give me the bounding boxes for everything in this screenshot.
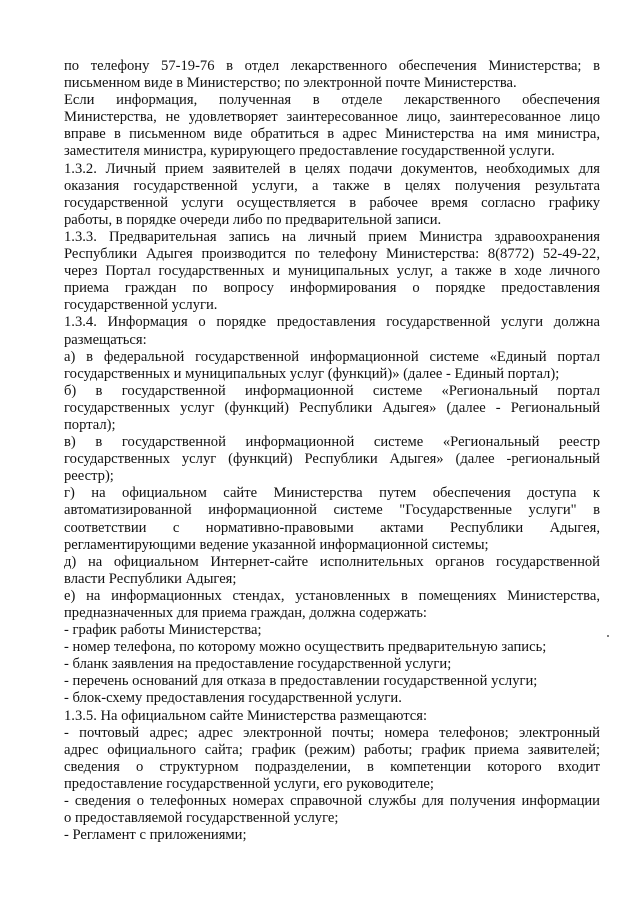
text-line: б) в государственной информационной системе «Региональный портал: [64, 382, 600, 399]
text-line: - блок-схему предоставления государственной услуги.: [64, 690, 402, 707]
text-line: сведения о структурном подразделении, в компетенции которого входит: [64, 758, 600, 775]
text-line: государственных и муниципальных услуг (функций)» (далее - Единый портал);: [64, 365, 560, 382]
text-line: предоставление государственной услуги, его руководителе;: [64, 775, 434, 792]
text-line: соответствии с нормативно-правовыми актами Республики Адыгея,: [64, 519, 600, 536]
text-line: Республики Адыгея производится по телефону Министерства: 8(8772) 52-49-22,: [64, 246, 600, 263]
text-line: реестр);: [64, 468, 114, 485]
text-line: портал);: [64, 416, 116, 433]
text-line: - бланк заявления на предоставление государственной услуги;: [64, 656, 452, 673]
text-line: г) на официальном сайте Министерства путем обеспечения доступа к: [64, 485, 600, 502]
text-line: размещаться:: [64, 331, 147, 348]
text-line: Если информация, полученная в отделе лекарственного обеспечения: [64, 92, 600, 109]
text-line: Министерства, не удовлетворяет заинтересованное лицо, заинтересованное лицо: [64, 109, 600, 126]
text-line: 1.3.2. Личный прием заявителей в целях подачи документов, необходимых для: [64, 160, 600, 177]
text-line: адрес официального сайта; график (режим) работы; график приема заявителей;: [64, 741, 600, 758]
text-line: предназначенных для приема граждан, должна содержать:: [64, 605, 427, 621]
text-line: заместителя министра, курирующего предоставление государственной услуги.: [64, 143, 555, 160]
text-line: в) в государственной информационной системе «Региональный реестр: [64, 434, 600, 451]
text-line: - номер телефона, по которому можно осуществить предварительную запись;: [64, 639, 547, 656]
text-line: 1.3.5. На официальном сайте Министерства размещаются:: [64, 707, 428, 724]
scan-speck: [607, 635, 609, 637]
text-line: - Регламент с приложениями;: [64, 827, 247, 844]
text-line: государственных услуг (функций) Республики Адыгея» (далее -региональный: [64, 451, 600, 468]
text-line: д) на официальном Интернет-сайте исполнительных органов государственной: [64, 553, 600, 570]
text-line: 1.3.3. Предварительная запись на личный прием Министра здравоохранения: [64, 228, 600, 245]
text-line: 1.3.4. Информация о порядке предоставления государственной услуги должна: [64, 314, 600, 331]
text-line: - график работы Министерства;: [64, 622, 262, 639]
text-line: государственных услуг (функций) Республики Адыгея» (далее - Региональный: [64, 399, 600, 416]
text-line: - перечень оснований для отказа в предоставлении государственной услуги;: [64, 673, 538, 690]
text-line: - почтовый адрес; адрес электронной почты; номера телефонов; электронный: [64, 724, 600, 741]
text-line: регламентирующими ведение указанной информационной системы;: [64, 536, 489, 553]
text-line: государственной услуги осуществляется в рабочее время согласно графику: [64, 194, 600, 211]
text-line: власти Республики Адыгея;: [64, 570, 237, 587]
text-line: оказания государственной услуги, а также в целях получения результата: [64, 177, 600, 194]
text-line: автоматизированной информационной системе "Государственные услуги" в: [64, 502, 600, 519]
text-line: а) в федеральной государственной информационной системе «Единый портал: [64, 348, 600, 365]
document-page: [64, 58, 600, 844]
text-line: работы, в порядке очереди либо по предварительной записи.: [64, 211, 442, 228]
text-line: е) на информационных стендах, установленных в помещениях Министерства,: [64, 587, 600, 604]
text-line: письменном виде в Министерство; по электронной почте Министерства.: [64, 75, 517, 92]
text-line: вправе в письменном виде обратиться в адрес Министерства на имя министра,: [64, 126, 600, 143]
text-line: о предоставляемой государственной услуге;: [64, 810, 339, 827]
text-line: государственной услуги.: [64, 297, 218, 314]
text-line: через Портал государственных и муниципальных услуг, а также в ходе личного: [64, 263, 600, 280]
text-line: по телефону 57-19-76 в отдел лекарственного обеспечения Министерства; в: [64, 58, 600, 74]
text-line: приема граждан по вопросу информирования о порядке предоставления: [64, 280, 600, 297]
text-line: - сведения о телефонных номерах справочной службы для получения информации: [64, 793, 600, 810]
